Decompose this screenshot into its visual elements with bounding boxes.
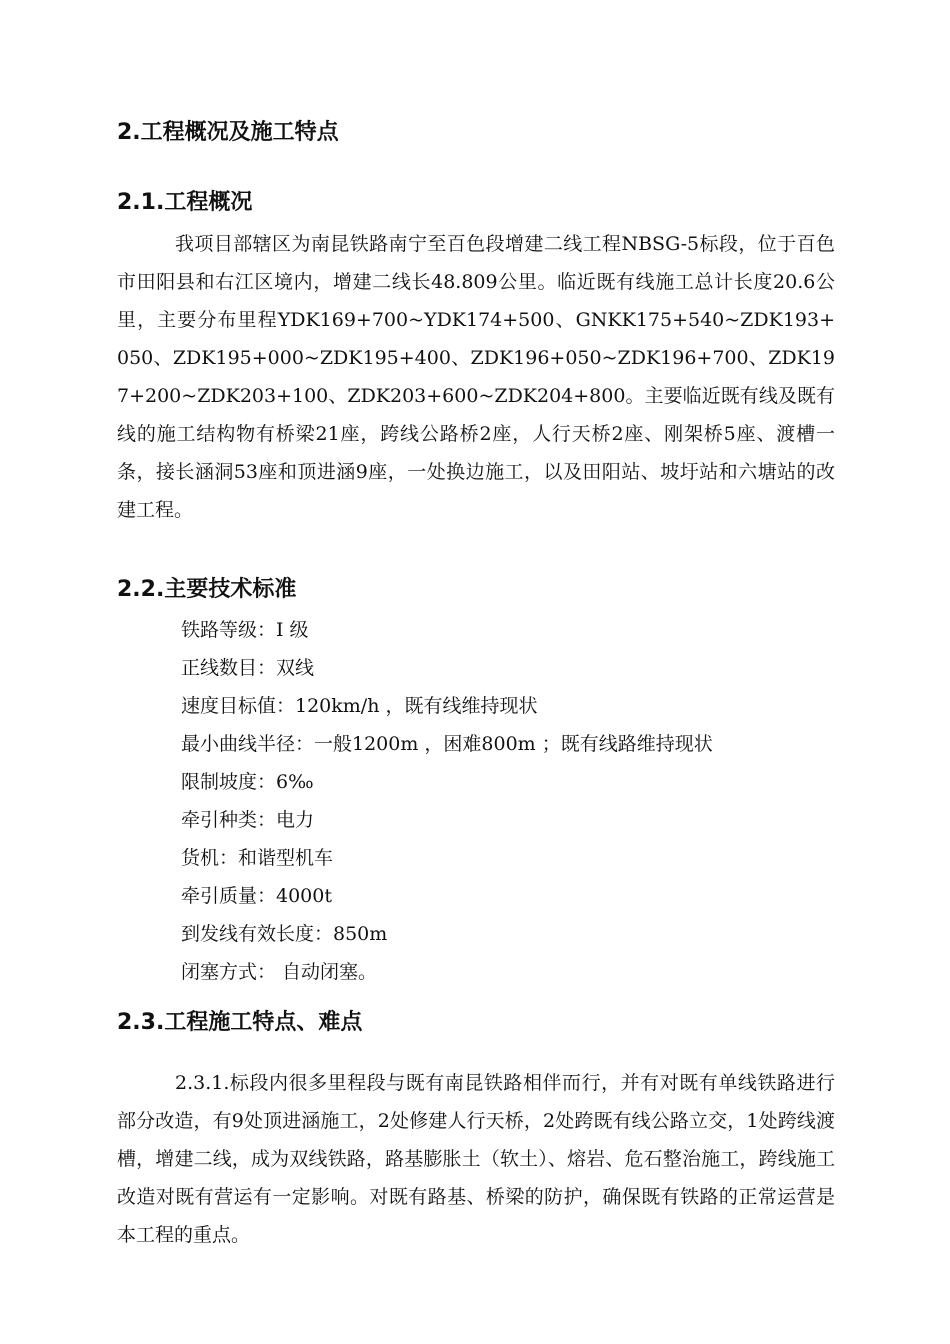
spec-item-siding-length: 到发线有效长度：850m <box>181 923 388 945</box>
section-2-1-paragraph: 我项目部辖区为南昆铁路南宁至百色段增建二线工程NBSG-5标段，位于百色市田阳县和右江区境内，增建二线长48.809公里。临近既有线施工总计长度20.6公里，主要分布里程YDK169+700~YDK174+500、GNKK175+540~ZDK193+050、ZDK195+000~ZDK195+400、ZDK196+050~ZDK196+700、ZDK197+200~ZDK203+100、ZDK203+600~ZDK204+800。主要临近既有线及既有线的施工结构物有桥梁21座，跨线公路桥2座，人行天桥2座、刚架桥5座、渡槽一条，接长涵洞53座和顶进涵9座，一处换边施工，以及田阳站、坡圩站和六塘站的改建工程。 <box>117 233 835 521</box>
section-2-1-heading: 2.1.工程概况 <box>117 190 253 215</box>
section-2-heading: 2.工程概况及施工特点 <box>117 120 339 145</box>
spec-item-main-lines: 正线数目：双线 <box>181 657 315 679</box>
spec-item-locomotive: 货机：和谐型机车 <box>181 847 334 869</box>
spec-item-target-speed: 速度目标值：120km/h ，既有线维持现状 <box>181 695 538 717</box>
spec-item-traction-type: 牵引种类：电力 <box>181 809 315 831</box>
spec-item-block-system: 闭塞方式： 自动闭塞。 <box>181 961 378 983</box>
section-2-3-paragraph: 2.3.1.标段内很多里程段与既有南昆铁路相伴而行，并有对既有单线铁路进行部分改造，有9处顶进涵施工，2处修建人行天桥，2处跨既有线公路立交，1处跨线渡槽，增建二线，成为双线铁路，路基膨胀土（软土）、熔岩、危石整治施工，跨线施工改造对既有营运有一定影响。对既有路基、桥梁的防护，确保既有铁路的正常运营是本工程的重点。 <box>117 1072 835 1246</box>
section-2-2-heading: 2.2.主要技术标准 <box>117 577 297 602</box>
spec-item-railway-grade: 铁路等级：Ⅰ 级 <box>181 619 309 641</box>
spec-item-min-curve-radius: 最小曲线半径：一般1200m ，困难800m ；既有线路维持现状 <box>181 733 713 755</box>
spec-item-ruling-gradient: 限制坡度：6‰ <box>181 771 314 793</box>
spec-item-traction-mass: 牵引质量：4000t <box>181 885 332 907</box>
section-2-3-heading: 2.3.工程施工特点、难点 <box>117 1010 363 1035</box>
